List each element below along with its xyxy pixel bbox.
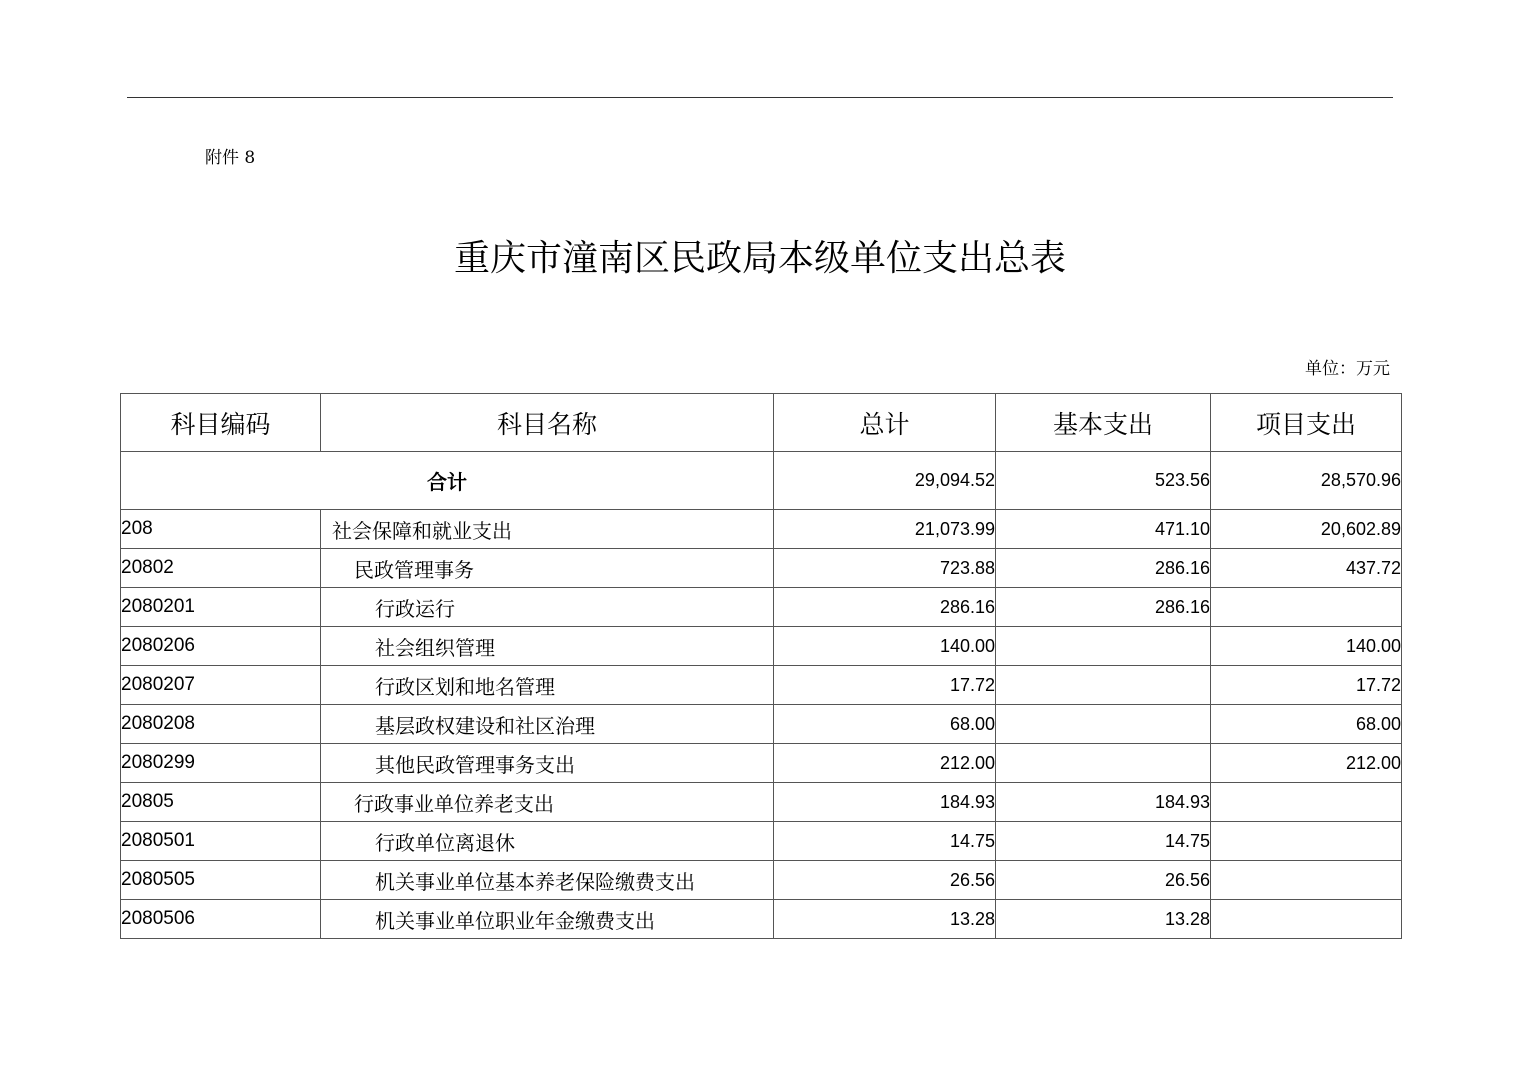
row-basic: 184.93: [996, 783, 1211, 822]
total-label: 合计: [121, 452, 774, 510]
row-project: 20,602.89: [1211, 510, 1402, 549]
total-basic: 523.56: [996, 452, 1211, 510]
row-name: 行政事业单位养老支出: [321, 783, 774, 822]
row-total: 17.72: [774, 666, 996, 705]
row-code: 2080506: [121, 900, 321, 939]
row-code: 2080299: [121, 744, 321, 783]
total-sum: 29,094.52: [774, 452, 996, 510]
total-row: [121, 452, 1402, 510]
row-code: 2080201: [121, 588, 321, 627]
row-basic: [996, 705, 1211, 744]
header-rule: [127, 97, 1393, 98]
table-header-row: [121, 394, 1402, 452]
row-code: 208: [121, 510, 321, 549]
unit-label: 单位：万元: [1305, 359, 1390, 379]
row-code: 20805: [121, 783, 321, 822]
row-basic: [996, 744, 1211, 783]
row-code: 2080206: [121, 627, 321, 666]
row-total: 13.28: [774, 900, 996, 939]
attachment-label: 附件 8: [205, 148, 256, 168]
row-project: [1211, 861, 1402, 900]
table-row: [121, 588, 1402, 627]
table-row: [121, 861, 1402, 900]
table-row: [121, 822, 1402, 861]
row-basic: 286.16: [996, 588, 1211, 627]
row-name: 行政运行: [321, 588, 774, 627]
row-name: 社会保障和就业支出: [321, 510, 774, 549]
table-row: [121, 783, 1402, 822]
row-code: 2080207: [121, 666, 321, 705]
row-basic: [996, 627, 1211, 666]
row-project: 17.72: [1211, 666, 1402, 705]
row-name: 行政单位离退休: [321, 822, 774, 861]
total-project: 28,570.96: [1211, 452, 1402, 510]
row-total: 26.56: [774, 861, 996, 900]
header-code: 科目编码: [121, 394, 321, 452]
row-name: 机关事业单位职业年金缴费支出: [321, 900, 774, 939]
expenditure-table: [120, 393, 1402, 939]
row-basic: [996, 666, 1211, 705]
row-project: [1211, 900, 1402, 939]
row-name: 社会组织管理: [321, 627, 774, 666]
table-row: [121, 744, 1402, 783]
row-project: 212.00: [1211, 744, 1402, 783]
row-code: 2080208: [121, 705, 321, 744]
row-project: [1211, 783, 1402, 822]
row-total: 140.00: [774, 627, 996, 666]
header-total: 总计: [774, 394, 996, 452]
row-code: 2080501: [121, 822, 321, 861]
row-total: 723.88: [774, 549, 996, 588]
row-code: 20802: [121, 549, 321, 588]
row-basic: 286.16: [996, 549, 1211, 588]
table-row: [121, 627, 1402, 666]
row-total: 212.00: [774, 744, 996, 783]
row-total: 68.00: [774, 705, 996, 744]
row-project: 140.00: [1211, 627, 1402, 666]
header-project: 项目支出: [1211, 394, 1402, 452]
row-total: 21,073.99: [774, 510, 996, 549]
table-row: [121, 666, 1402, 705]
row-project: 68.00: [1211, 705, 1402, 744]
row-basic: 26.56: [996, 861, 1211, 900]
row-total: 14.75: [774, 822, 996, 861]
row-name: 基层政权建设和社区治理: [321, 705, 774, 744]
table-row: [121, 510, 1402, 549]
row-name: 民政管理事务: [321, 549, 774, 588]
header-name: 科目名称: [321, 394, 774, 452]
table-row: [121, 549, 1402, 588]
row-project: [1211, 822, 1402, 861]
table-row: [121, 900, 1402, 939]
row-name: 其他民政管理事务支出: [321, 744, 774, 783]
row-total: 286.16: [774, 588, 996, 627]
row-total: 184.93: [774, 783, 996, 822]
row-name: 机关事业单位基本养老保险缴费支出: [321, 861, 774, 900]
row-basic: 471.10: [996, 510, 1211, 549]
row-name: 行政区划和地名管理: [321, 666, 774, 705]
page-title: 重庆市潼南区民政局本级单位支出总表: [453, 238, 1066, 279]
table-row: [121, 705, 1402, 744]
row-project: 437.72: [1211, 549, 1402, 588]
row-code: 2080505: [121, 861, 321, 900]
row-basic: 13.28: [996, 900, 1211, 939]
row-project: [1211, 588, 1402, 627]
row-basic: 14.75: [996, 822, 1211, 861]
header-basic: 基本支出: [996, 394, 1211, 452]
